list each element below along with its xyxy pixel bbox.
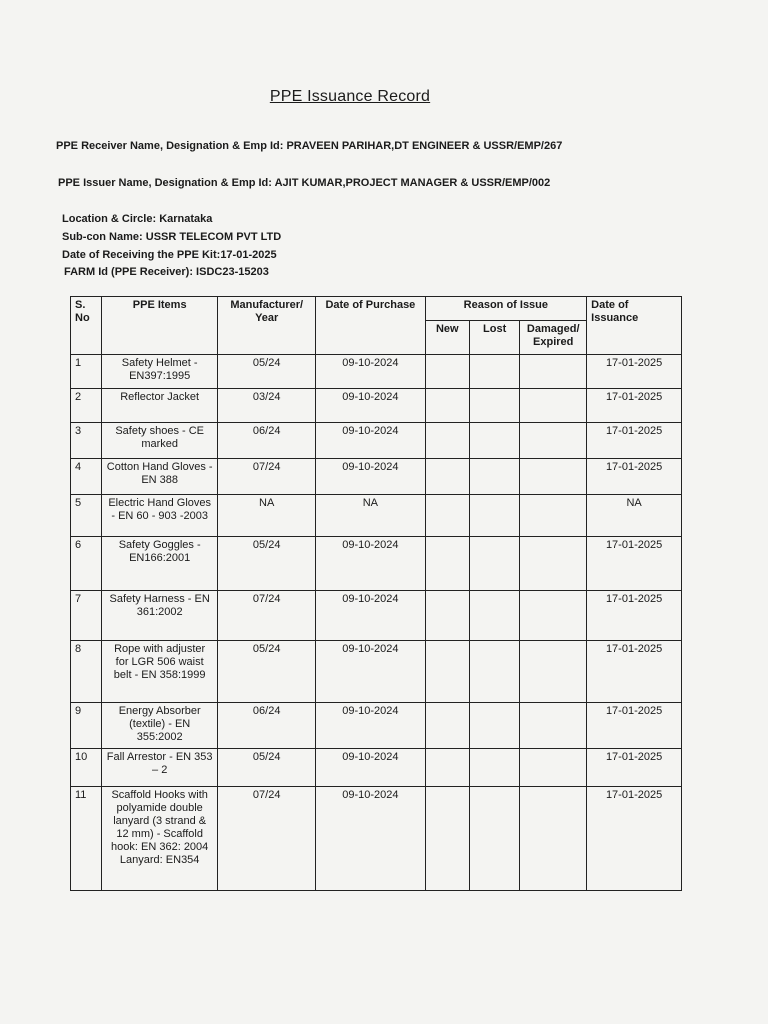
table-row (71, 641, 682, 703)
date-kit-label: Date of Receiving the PPE Kit: (62, 249, 221, 261)
table-row (71, 787, 682, 891)
row-date-issuance: 17-01-2025 (587, 749, 682, 787)
row-damaged (520, 423, 587, 459)
farm-label: FARM Id (PPE Receiver): (64, 266, 193, 278)
row-lost (470, 591, 520, 641)
row-sno: 10 (71, 749, 102, 787)
row-item: Cotton Hand Gloves - EN 388 (102, 459, 218, 495)
row-date-issuance: 17-01-2025 (587, 537, 682, 591)
table-row (71, 703, 682, 749)
row-item: Safety shoes - CE marked (102, 423, 218, 459)
table-row (71, 459, 682, 495)
row-new (425, 787, 470, 891)
row-damaged (520, 703, 587, 749)
row-item: Reflector Jacket (102, 389, 218, 423)
row-sno: 2 (71, 389, 102, 423)
table-body (71, 355, 682, 891)
row-manufacturer: 07/24 (218, 459, 316, 495)
receiver-line (56, 140, 562, 152)
row-date-issuance: 17-01-2025 (587, 591, 682, 641)
row-lost (470, 537, 520, 591)
row-sno: 9 (71, 703, 102, 749)
row-date-purchase: 09-10-2024 (316, 749, 425, 787)
header-items: PPE Items (102, 297, 218, 355)
table-row (71, 591, 682, 641)
row-manufacturer: NA (218, 495, 316, 537)
row-sno: 1 (71, 355, 102, 389)
row-sno: 3 (71, 423, 102, 459)
row-sno: 11 (71, 787, 102, 891)
row-lost (470, 423, 520, 459)
row-new (425, 459, 470, 495)
row-manufacturer: 05/24 (218, 749, 316, 787)
row-lost (470, 495, 520, 537)
row-item: Scaffold Hooks with polyamide double lanyard (3 strand & 12 mm) - Scaffold hook: EN 362: 2004 Lanyard: EN354 (102, 787, 218, 891)
row-manufacturer: 05/24 (218, 537, 316, 591)
row-new (425, 749, 470, 787)
row-manufacturer: 06/24 (218, 703, 316, 749)
row-date-issuance: 17-01-2025 (587, 787, 682, 891)
row-damaged (520, 749, 587, 787)
issuer-label: PPE Issuer Name, Designation & Emp Id: (58, 177, 272, 189)
row-new (425, 495, 470, 537)
row-lost (470, 389, 520, 423)
row-item: Safety Goggles - EN166:2001 (102, 537, 218, 591)
row-damaged (520, 459, 587, 495)
row-manufacturer: 07/24 (218, 591, 316, 641)
row-new (425, 703, 470, 749)
row-lost (470, 703, 520, 749)
row-date-purchase: 09-10-2024 (316, 355, 425, 389)
date-kit-line (62, 249, 277, 261)
row-lost (470, 787, 520, 891)
row-item: Electric Hand Gloves - EN 60 - 903 -2003 (102, 495, 218, 537)
farm-line (64, 266, 269, 278)
row-date-purchase: 09-10-2024 (316, 641, 425, 703)
row-date-purchase: 09-10-2024 (316, 459, 425, 495)
location-label: Location & Circle: (62, 213, 157, 225)
header-lost: Lost (470, 321, 520, 355)
row-date-issuance: 17-01-2025 (587, 423, 682, 459)
row-new (425, 389, 470, 423)
row-date-issuance: NA (587, 495, 682, 537)
row-damaged (520, 787, 587, 891)
row-sno: 6 (71, 537, 102, 591)
row-damaged (520, 641, 587, 703)
row-new (425, 591, 470, 641)
row-item: Energy Absorber (textile) - EN 355:2002 (102, 703, 218, 749)
row-damaged (520, 355, 587, 389)
row-manufacturer: 07/24 (218, 787, 316, 891)
row-date-purchase: 09-10-2024 (316, 787, 425, 891)
row-lost (470, 641, 520, 703)
table-row (71, 355, 682, 389)
subcon-label: Sub-con Name: (62, 231, 143, 243)
ppe-table (70, 296, 682, 891)
row-item: Safety Helmet - EN397:1995 (102, 355, 218, 389)
farm-value: ISDC23-15203 (196, 266, 269, 278)
header-damaged: Damaged/ Expired (520, 321, 587, 355)
row-date-issuance: 17-01-2025 (587, 389, 682, 423)
row-sno: 8 (71, 641, 102, 703)
row-lost (470, 749, 520, 787)
row-manufacturer: 05/24 (218, 641, 316, 703)
row-date-purchase: 09-10-2024 (316, 537, 425, 591)
row-manufacturer: 05/24 (218, 355, 316, 389)
location-value: Karnataka (159, 213, 213, 225)
row-damaged (520, 537, 587, 591)
row-new (425, 641, 470, 703)
row-date-purchase: 09-10-2024 (316, 703, 425, 749)
row-damaged (520, 495, 587, 537)
row-item: Rope with adjuster for LGR 506 waist belt - EN 358:1999 (102, 641, 218, 703)
table-row (71, 495, 682, 537)
row-sno: 4 (71, 459, 102, 495)
table-row (71, 423, 682, 459)
table-row (71, 749, 682, 787)
table-row (71, 537, 682, 591)
subcon-value: USSR TELECOM PVT LTD (145, 231, 282, 243)
row-date-purchase: 09-10-2024 (316, 389, 425, 423)
row-sno: 7 (71, 591, 102, 641)
receiver-value: PRAVEEN PARIHAR,DT ENGINEER & USSR/EMP/267 (286, 140, 563, 152)
row-lost (470, 459, 520, 495)
row-date-purchase: NA (316, 495, 425, 537)
row-date-purchase: 09-10-2024 (316, 591, 425, 641)
date-kit-value: 17-01-2025 (220, 249, 277, 261)
header-date-purchase: Date of Purchase (316, 297, 425, 355)
row-manufacturer: 06/24 (218, 423, 316, 459)
header-reason: Reason of Issue (425, 297, 587, 321)
row-date-issuance: 17-01-2025 (587, 355, 682, 389)
row-date-issuance: 17-01-2025 (587, 703, 682, 749)
header-new: New (425, 321, 470, 355)
header-sno: S. No (71, 297, 102, 355)
row-manufacturer: 03/24 (218, 389, 316, 423)
row-damaged (520, 389, 587, 423)
table-row (71, 389, 682, 423)
issuer-line (58, 177, 550, 189)
row-lost (470, 355, 520, 389)
header-manufacturer: Manufacturer/ Year (218, 297, 316, 355)
row-item: Safety Harness - EN 361:2002 (102, 591, 218, 641)
row-date-issuance: 17-01-2025 (587, 641, 682, 703)
row-sno: 5 (71, 495, 102, 537)
row-new (425, 423, 470, 459)
row-new (425, 355, 470, 389)
issuer-value: AJIT KUMAR,PROJECT MANAGER & USSR/EMP/002 (274, 177, 551, 189)
header-date-issuance: Date of Issuance (587, 297, 682, 355)
row-date-purchase: 09-10-2024 (316, 423, 425, 459)
subcon-line (62, 231, 281, 243)
row-date-issuance: 17-01-2025 (587, 459, 682, 495)
location-line (62, 213, 212, 225)
row-new (425, 537, 470, 591)
page-title: PPE Issuance Record (269, 88, 431, 105)
receiver-label: PPE Receiver Name, Designation & Emp Id: (56, 140, 284, 152)
row-damaged (520, 591, 587, 641)
row-item: Fall Arrestor - EN 353 – 2 (102, 749, 218, 787)
